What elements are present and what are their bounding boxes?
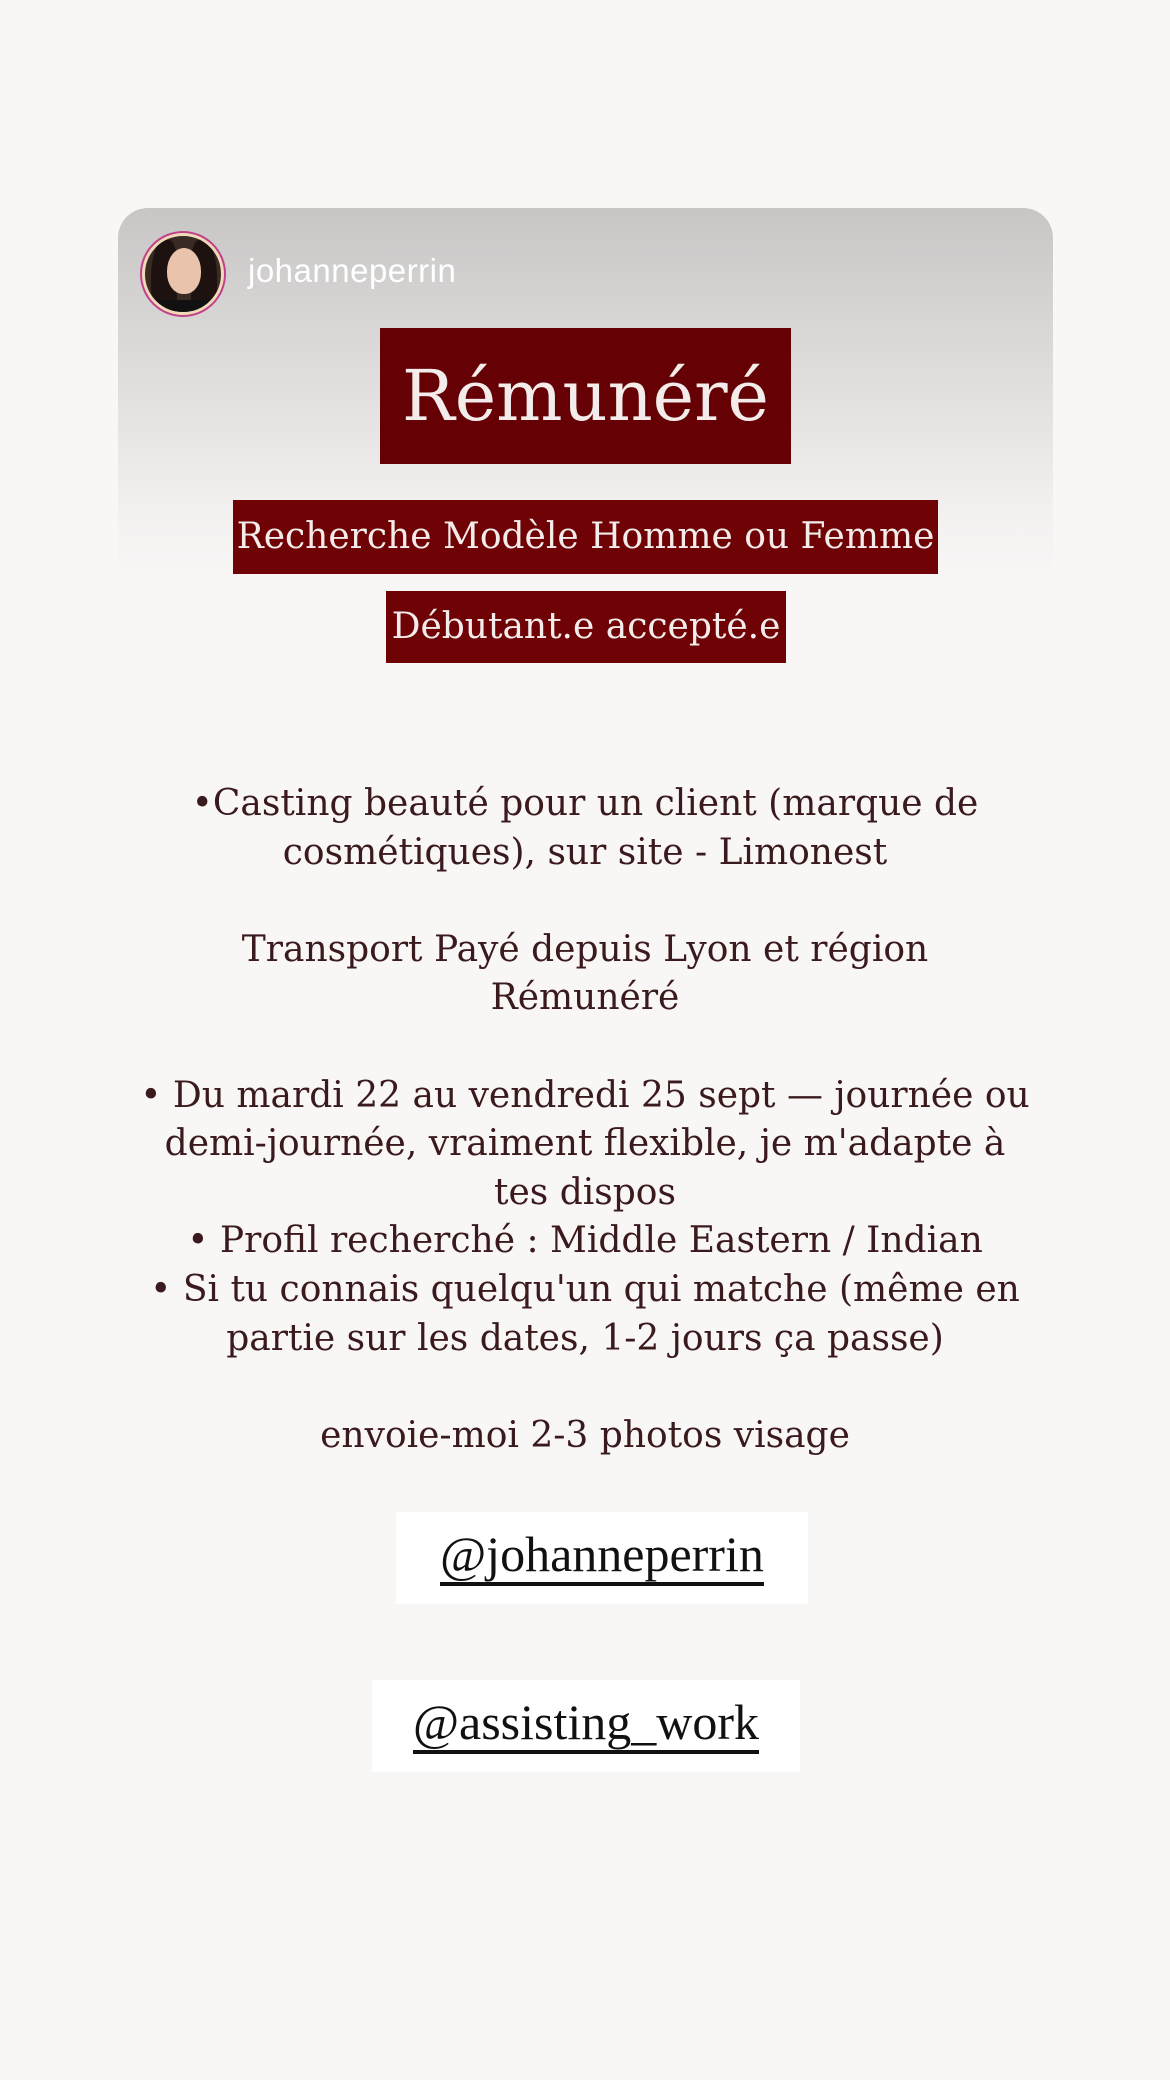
mention-text[interactable]: @johanneperrin: [440, 1526, 764, 1586]
mention-text[interactable]: @assisting_work: [413, 1694, 759, 1754]
avatar[interactable]: [142, 233, 224, 315]
body-line: • Du mardi 22 au vendredi 25 sept — journée ou: [140, 1074, 1030, 1116]
body-line: •Casting beauté pour un client (marque de: [191, 783, 979, 824]
body-line: Rémunéré: [490, 977, 680, 1019]
body-line: [85, 1023, 1085, 1072]
body-line: demi-journée, vraiment flexible, je m'adapte à: [164, 1123, 1006, 1165]
post-author-username[interactable]: johanneperrin: [248, 252, 457, 289]
body-line: [85, 877, 1085, 926]
body-line: Transport Payé depuis Lyon et région: [241, 928, 929, 970]
body-line: tes dispos: [494, 1171, 676, 1213]
title-label: Rémunéré: [380, 328, 791, 464]
body-line: • Si tu connais quelqu'un qui matche (même en: [150, 1268, 1020, 1310]
mention-sticker-assisting-work[interactable]: [372, 1680, 800, 1772]
body-line: • Profil recherché : Middle Eastern / Indian: [187, 1220, 983, 1262]
body-line: [85, 1363, 1085, 1412]
subtitle-label-beginners: Débutant.e accepté.e: [386, 591, 786, 663]
body-line: envoie-moi 2-3 photos visage: [320, 1414, 850, 1456]
story-body-text: [85, 780, 1085, 1460]
subtitle-label-model-search: Recherche Modèle Homme ou Femme: [233, 500, 938, 574]
body-line: partie sur les dates, 1-2 jours ça passe): [226, 1317, 944, 1359]
mention-sticker-johanneperrin[interactable]: [396, 1512, 808, 1604]
body-line: cosmétiques), sur site - Limonest: [282, 831, 888, 873]
